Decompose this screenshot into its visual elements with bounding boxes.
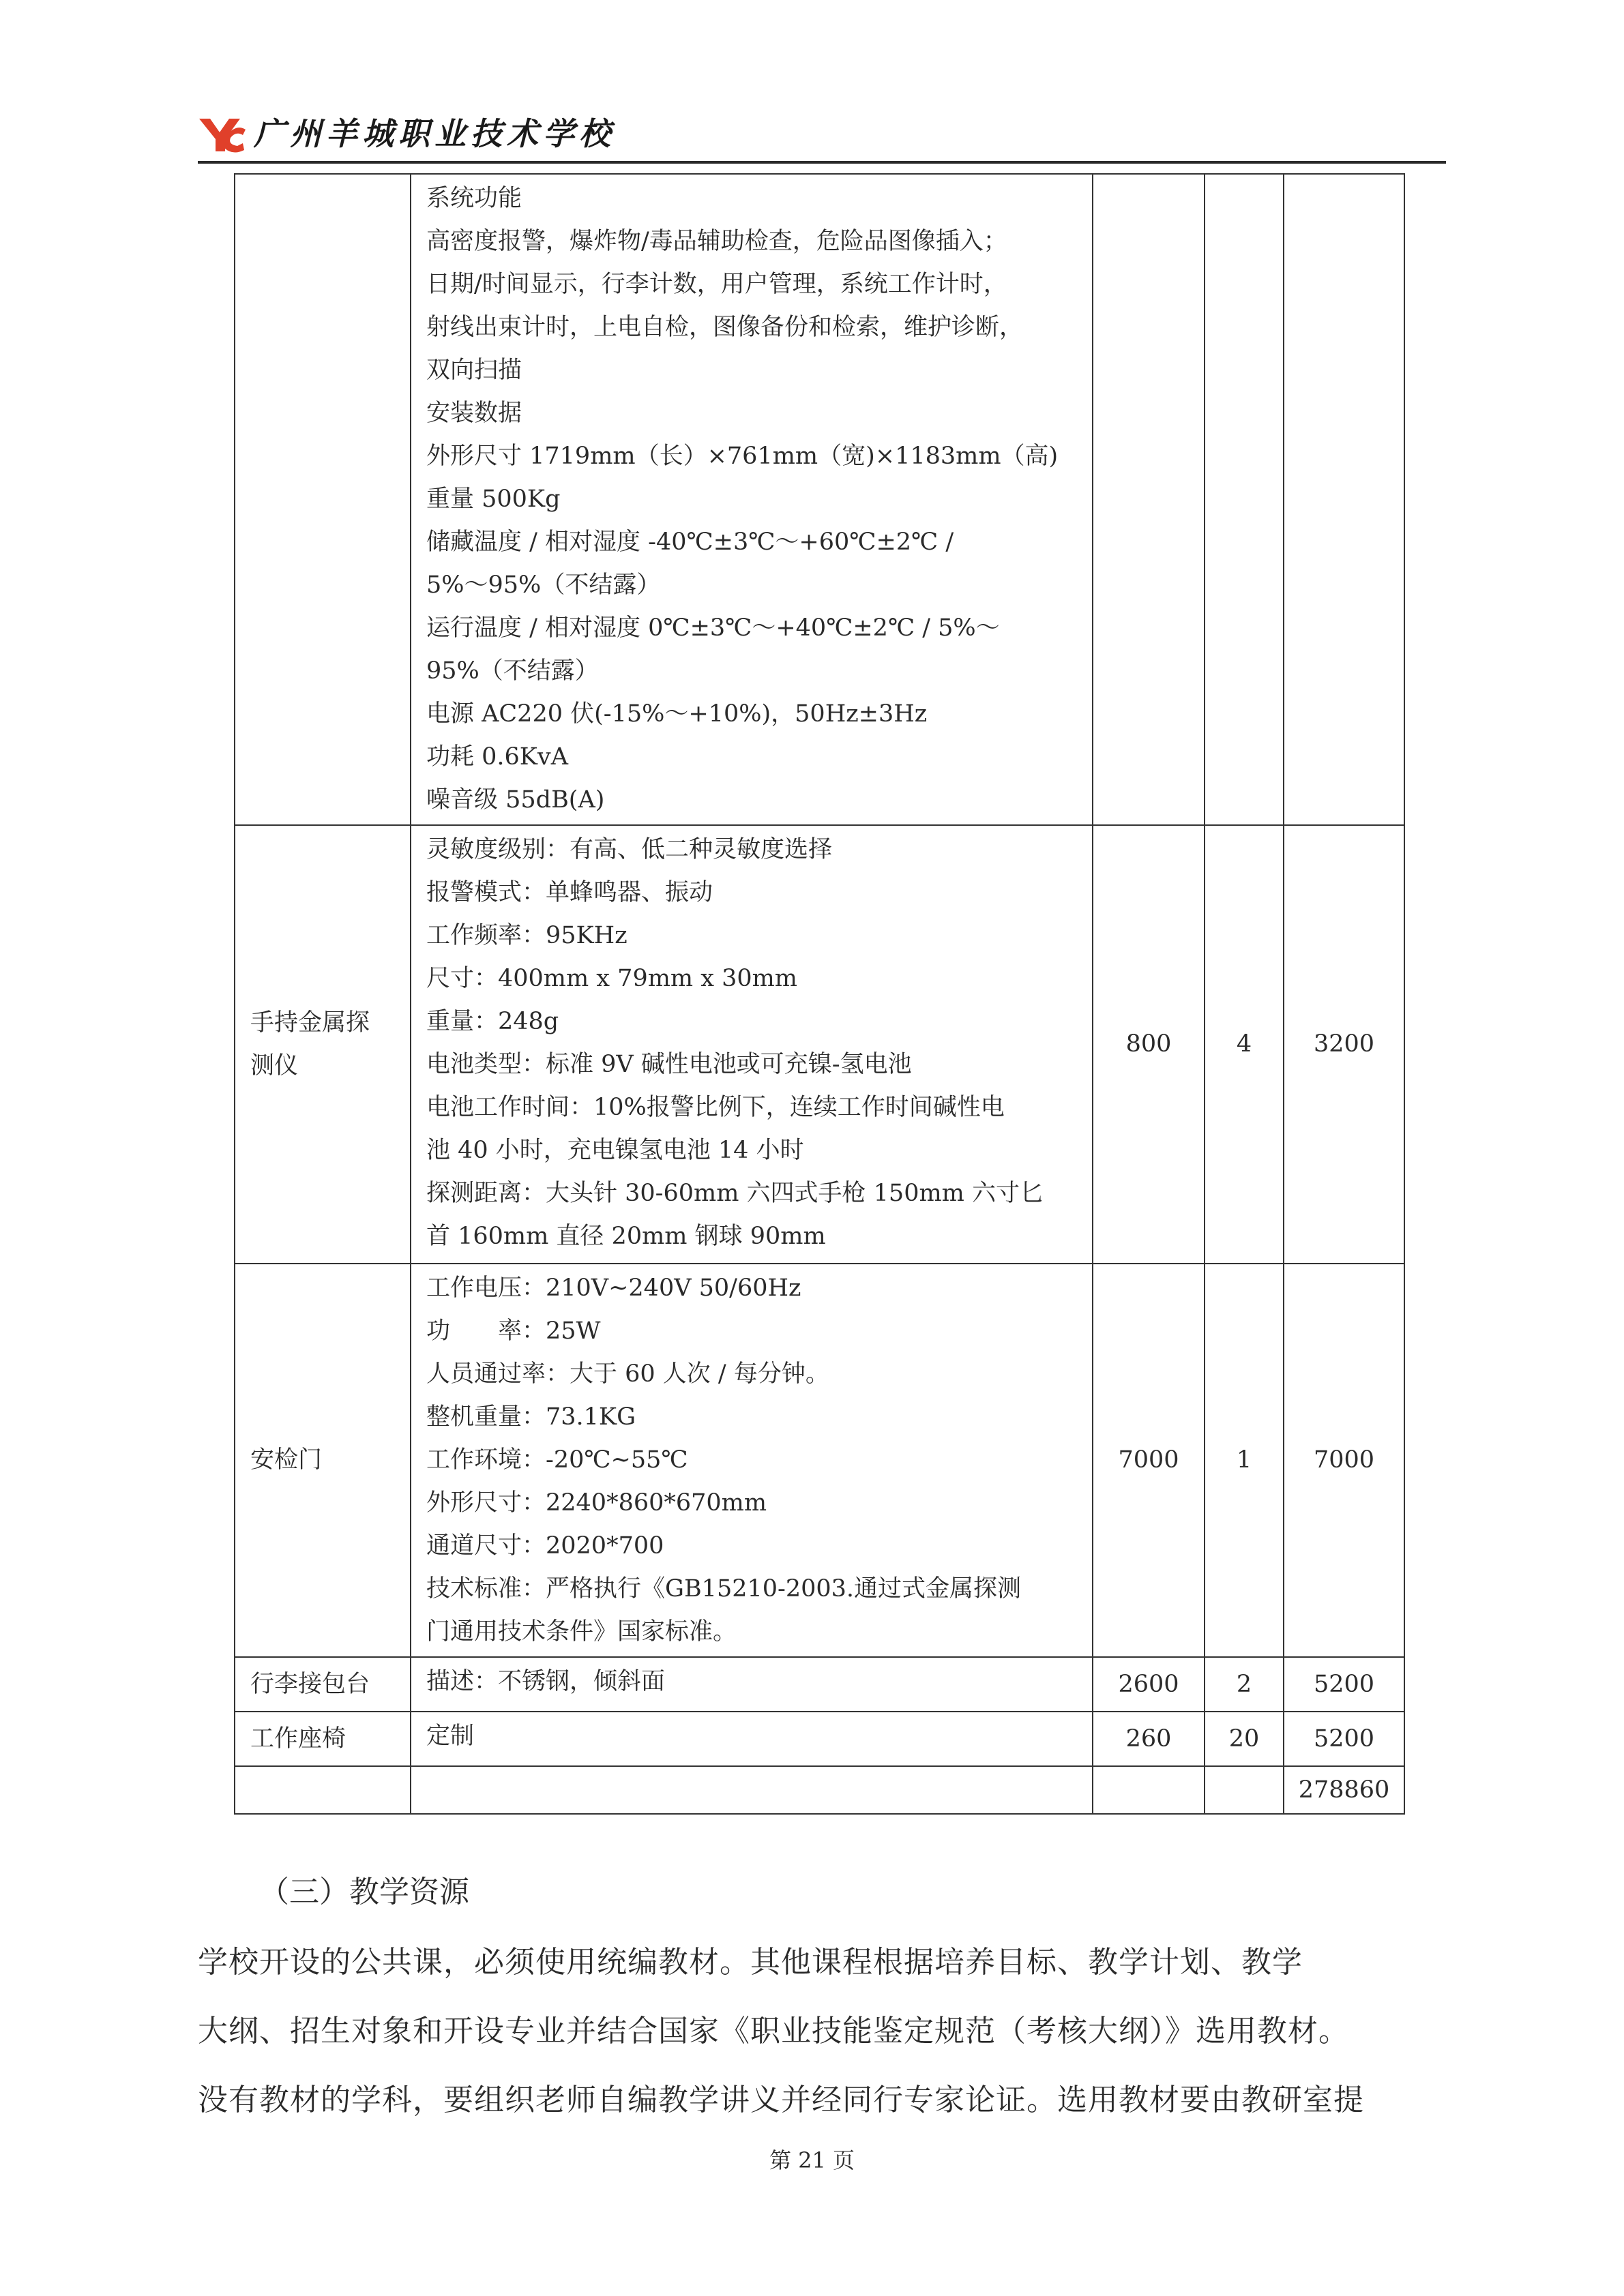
qty-cell: 1 [1205,1264,1284,1657]
spec-line: 射线出束计时，上电自检，图像备份和检索，维护诊断， [426,314,1024,341]
equipment-name: 测仪 [250,1052,299,1079]
table-row [235,1657,1404,1712]
spec-line: 灵敏度级别：有高、低二种灵敏度选择 [426,836,833,863]
price-cell: 800 [1093,825,1205,1264]
header-divider [198,161,1446,164]
specification-cell [411,1264,1093,1657]
price-cell: 2600 [1093,1657,1205,1712]
section-heading: （三）教学资源 [259,1875,469,1909]
spec-line: 电池类型：标准 9V 碱性电池或可充镍-氢电池 [426,1051,912,1078]
page-number: 第 21 页 [769,2147,855,2173]
equipment-name-cell [235,825,411,1264]
spec-line: 储藏温度 / 相对湿度 -40℃±3℃～+60℃±2℃ / [426,528,954,556]
equipment-name-cell [235,1712,411,1766]
total-cell [1284,174,1404,825]
spec-line: 工作电压：210V~240V 50/60Hz [426,1274,801,1302]
price-cell: 7000 [1093,1264,1205,1657]
spec-line: 重量：248g [426,1008,559,1035]
equipment-name: 安检门 [250,1446,323,1474]
qty-cell: 4 [1205,825,1284,1264]
spec-line: 定制 [426,1723,475,1750]
spec-line: 高密度报警，爆炸物/毒品辅助检查，危险品图像插入； [426,228,1007,255]
spec-line: 报警模式：单蜂鸣器、振动 [426,879,713,906]
qty-cell: 20 [1205,1712,1284,1766]
spec-line: 系统功能 [426,185,522,212]
table-row [235,1264,1404,1657]
spec-line: 描述：不锈钢，倾斜面 [426,1668,666,1695]
specification-cell [411,1657,1093,1712]
spec-line: 运行温度 / 相对湿度 0℃±3℃～+40℃±2℃ / 5%～ [426,614,1000,642]
spec-line: 通道尺寸：2020*700 [426,1532,664,1560]
table-row [235,825,1404,1264]
spec-line: 首 160mm 直径 20mm 钢球 90mm [426,1223,826,1250]
specification-cell [411,174,1093,825]
paragraph-line: 大纲、招生对象和开设专业并结合国家《职业技能鉴定规范（考核大纲）》选用教材。 [198,2014,1349,2048]
equipment-name: 手持金属探 [250,1009,370,1037]
grand-total-cell: 278860 [1284,1766,1404,1814]
spec-line: 噪音级 55dB(A) [426,786,605,814]
price-cell [1093,174,1205,825]
grand-total-row [235,1766,1404,1814]
spec-line: 95%（不结露） [426,657,599,685]
spec-line: 池 40 小时，充电镍氢电池 14 小时 [426,1137,804,1164]
equipment-name: 工作座椅 [250,1725,346,1753]
spec-line: 工作频率：95KHz [426,922,628,949]
spec-line: 外形尺寸：2240*860*670mm [426,1489,767,1517]
spec-line: 电池工作时间：10%报警比例下，连续工作时间碱性电 [426,1094,1005,1121]
spec-line: 尺寸：400mm x 79mm x 30mm [426,965,797,992]
school-name: 广州羊城职业技术学校 [254,115,615,152]
qty-cell: 2 [1205,1657,1284,1712]
empty-cell [235,1766,411,1814]
spec-line: 电源 AC220 伏(-15%～+10%)，50Hz±3Hz [426,700,928,728]
empty-cell [1205,1766,1284,1814]
spec-line: 双向扫描 [426,357,522,384]
spec-line: 人员通过率：大于 60 人次 / 每分钟。 [426,1360,829,1388]
equipment-name-cell [235,174,411,825]
paragraph-line: 学校开设的公共课，必须使用统编教材。其他课程根据培养目标、教学计划、教学 [198,1945,1303,1980]
page-header [198,109,1446,162]
spec-line: 日期/时间显示，行李计数，用户管理，系统工作计时， [426,271,1007,298]
total-cell: 7000 [1284,1264,1404,1657]
spec-line: 工作环境：-20℃~55℃ [426,1446,688,1474]
qty-cell [1205,174,1284,825]
empty-cell [411,1766,1093,1814]
equipment-name-cell [235,1264,411,1657]
specification-cell [411,825,1093,1264]
specification-cell [411,1712,1093,1766]
spec-line: 功耗 0.6KvA [426,743,568,771]
spec-line: 技术标准：严格执行《GB15210-2003.通过式金属探测 [426,1575,1022,1602]
spec-line: 5%～95%（不结露） [426,571,661,599]
spec-line: 功 率：25W [426,1317,601,1345]
total-cell: 3200 [1284,825,1404,1264]
total-cell: 5200 [1284,1657,1404,1712]
spec-line: 重量 500Kg [426,486,561,513]
equipment-name: 行李接包台 [250,1670,370,1698]
school-logo-icon [198,115,246,154]
price-cell: 260 [1093,1712,1205,1766]
spec-line: 安装数据 [426,400,522,427]
spec-line: 整机重量：73.1KG [426,1403,636,1431]
spec-line: 探测距离：大头针 30-60mm 六四式手枪 150mm 六寸匕 [426,1180,1044,1207]
table-row [235,1712,1404,1766]
total-cell: 5200 [1284,1712,1404,1766]
equipment-table [234,173,1405,1815]
spec-line: 外形尺寸 1719mm（长）×761mm（宽)×1183mm（高) [426,443,1059,470]
table-row [235,174,1404,825]
equipment-name-cell [235,1657,411,1712]
paragraph-line: 没有教材的学科，要组织老师自编教学讲义并经同行专家论证。选用教材要由教研室提 [198,2083,1364,2117]
spec-line: 门通用技术条件》国家标准。 [426,1618,737,1645]
empty-cell [1093,1766,1205,1814]
